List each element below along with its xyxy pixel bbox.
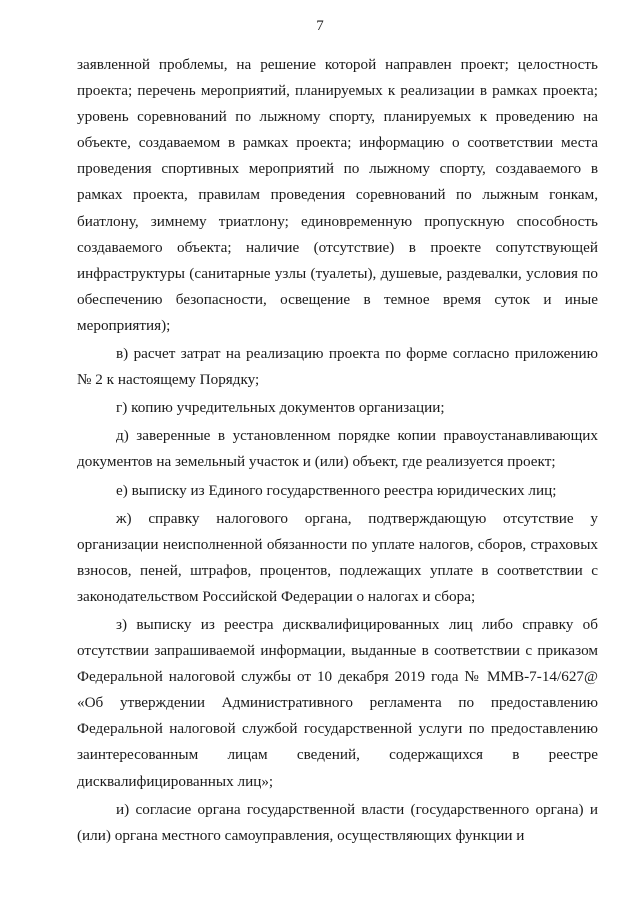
paragraph-item-d: д) заверенные в установленном порядке копии правоустанавливающих документов на земельный участок и (или) объект, где реализуется проект; — [77, 427, 598, 471]
paragraph-item-v: в) расчет затрат на реализацию проекта по форме согласно приложению № 2 к настоящему Порядку; — [77, 345, 598, 389]
paragraph-item-i: и) согласие органа государственной власти (государственного органа) и (или) органа местного самоуправления, осуществляющих функции и — [77, 800, 598, 844]
document-body — [77, 52, 598, 849]
paragraph-item-zh: ж) справку налогового органа, подтверждающую отсутствие у организации неисполненной обязанности по уплате налогов, сборов, страховых взносов, пеней, штрафов, процентов, подлежащих уплате в соответствии с законодательством Российской Федерации о налогах и сбора; — [77, 509, 598, 605]
page-number: 7 — [316, 18, 324, 34]
paragraph-item-g: г) копию учредительных документов организации; — [116, 399, 445, 417]
paragraph-project-description: заявленной проблемы, на решение которой направлен проект; целостность проекта; перечень мероприятий, планируемых к реализации в рамках проекта; уровень соревнований по лыжному спорту, планируемых к проведению на объекте, создаваемом в рамках проекта; информацию о соответствии места проведения спортивных мероприятий по лыжному спорту, создаваемого в рамках проекта, правилам проведения соревнований по лыжным гонкам, биатлону, зимнему триатлону; единовременную пропускную способность создаваемого объекта; наличие (отсутствие) в проекте сопутствующей инфраструктуры (санитарные узлы (туалеты), душевые, раздевалки, условия по обеспечению безопасности, освещение в темное время суток и иные мероприятия); — [77, 56, 598, 334]
paragraph-item-e: е) выписку из Единого государственного реестра юридических лиц; — [116, 481, 557, 499]
paragraph-item-z: з) выписку из реестра дисквалифицированных лиц либо справку об отсутствии запрашиваемой информации, выданные в соответствии с приказом Федеральной налоговой службы от 10 декабря 2019 года № ММВ-7-14/627@ «Об утверждении Административного регламента по предоставлению Федеральной налоговой службой государственной услуги по предоставлению заинтересованным лицам сведений, содержащихся в реестре дисквалифицированных лиц»; — [77, 615, 598, 790]
